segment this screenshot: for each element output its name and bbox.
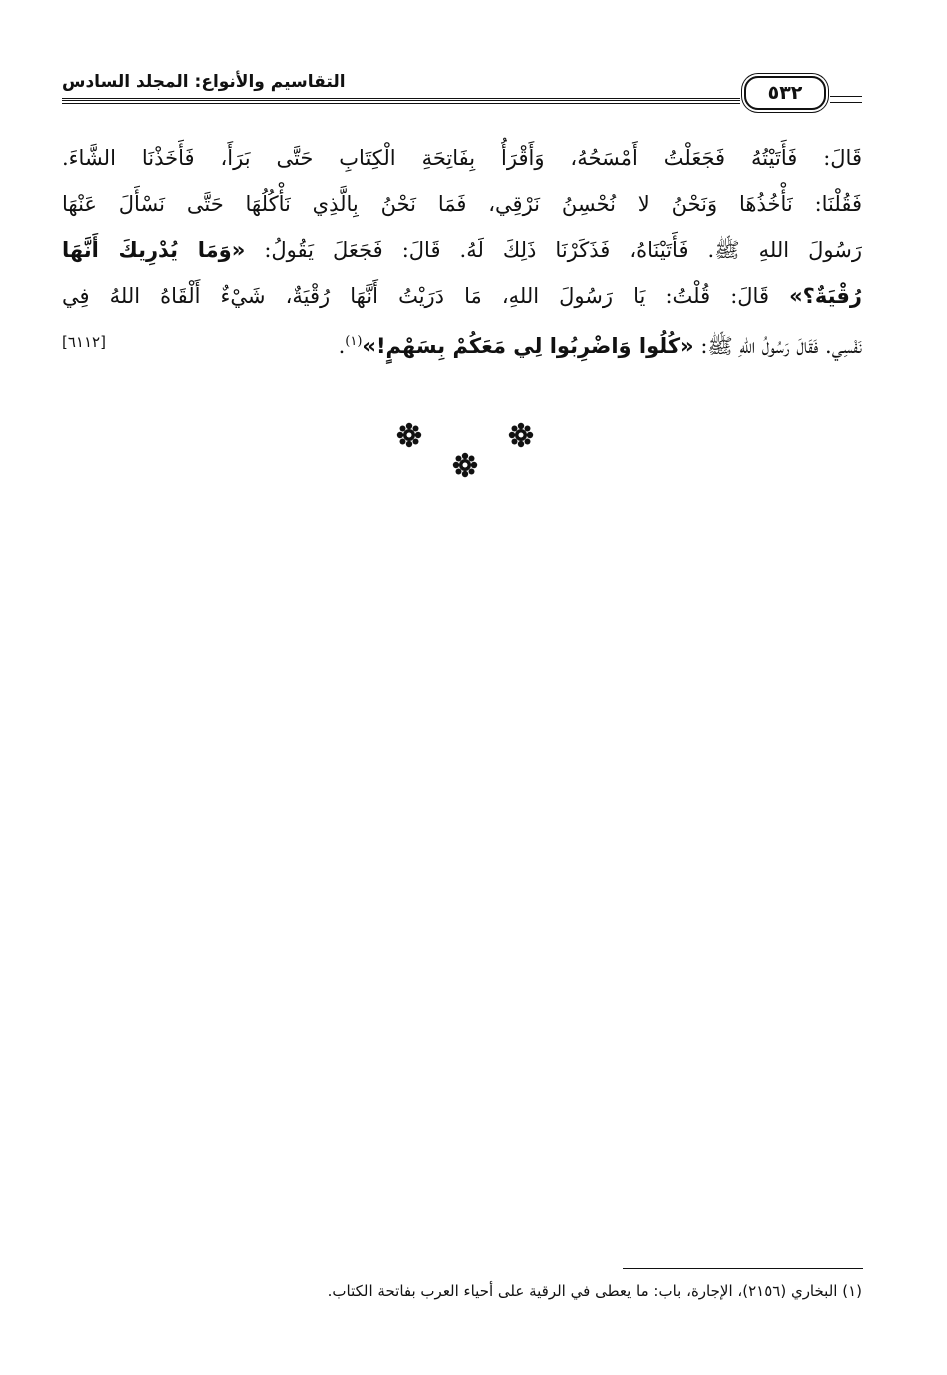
flower-ornament-icon bbox=[452, 452, 478, 478]
text-line: قَالَ: فَأَتَيْتُهُ فَجَعَلْتُ أَمْسَحُهُ، وَأَقْرَأُ بِفَاتِحَةِ الْكِتَابِ حَتَّى بَرَأَ، فَأَخَذْنَا الشَّاءَ. bbox=[62, 146, 862, 170]
hadith-text bbox=[62, 135, 862, 365]
text-line bbox=[62, 319, 862, 365]
text-line bbox=[62, 273, 862, 319]
text-line bbox=[62, 227, 862, 273]
hadith-reference-number: [٦١١٢] bbox=[62, 333, 106, 351]
text-segment: رَسُولَ اللهِ ﷺ. فَأَتَيْنَاهُ، فَذَكَرْنَا ذَلِكَ لَهُ. قَالَ: فَجَعَلَ يَقُولُ: bbox=[264, 238, 862, 262]
text-segment: قَالَ: قُلْتُ: يَا رَسُولَ اللهِ، مَا دَرَيْتُ أَنَّهَا رُقْيَةٌ، شَيْءٌ أَلْقَاهُ اللهُ فِي bbox=[62, 284, 769, 308]
footnote-separator bbox=[623, 1268, 863, 1269]
running-title: التقاسيم والأنواع: المجلد السادس bbox=[62, 72, 346, 92]
page-number: ٥٣٢ bbox=[744, 76, 826, 110]
header-rule-short bbox=[830, 96, 862, 103]
section-divider-ornaments bbox=[390, 420, 530, 480]
flower-ornament-icon bbox=[508, 422, 534, 448]
prophetic-quote: «وَمَا يُدْرِيكَ أَنَّهَا bbox=[62, 238, 246, 262]
sentence-end: . bbox=[338, 334, 346, 358]
footnote: (١) البخاري (٢١٥٦)، الإجارة، باب: ما يعطى في الرقية على أحياء العرب بفاتحة الكتاب. bbox=[327, 1282, 862, 1300]
text-line: فَقُلْنَا: نَأْخُذُهَا وَنَحْنُ لا نُحْسِنُ نَرْقِي، فَمَا نَحْنُ بِالَّذِي نَأْكُلُهَا حَتَّى نَسْأَلَ عَنْهَا bbox=[62, 192, 862, 216]
header-rule-thin bbox=[62, 103, 740, 104]
header-rule bbox=[62, 98, 740, 101]
flower-ornament-icon bbox=[396, 422, 422, 448]
prophetic-quote: «كُلُوا وَاضْرِبُوا لِي مَعَكُمْ بِسَهْمٍ!» bbox=[362, 334, 694, 358]
footnote-marker[interactable]: (١) bbox=[345, 334, 363, 349]
prophetic-quote: رُقْيَةٌ؟» bbox=[789, 284, 862, 308]
text-segment: نَفْسِي. فَقَالَ رَسُولُ اللهِ ﷺ: bbox=[700, 334, 862, 358]
page-header bbox=[62, 70, 862, 110]
